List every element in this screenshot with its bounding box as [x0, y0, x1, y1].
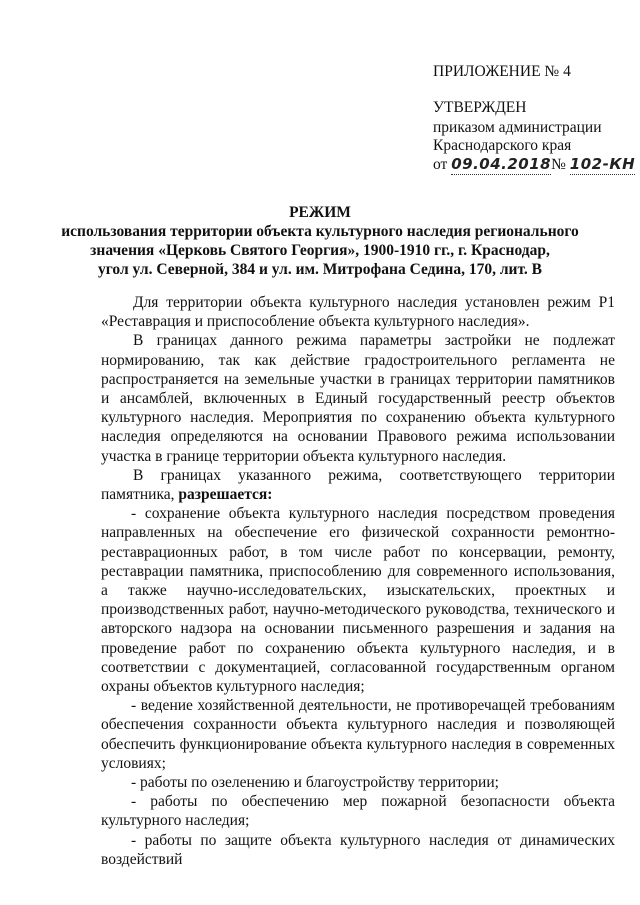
approved-label: УТВЕРЖДЕН	[433, 99, 527, 116]
from-label: от	[433, 156, 448, 173]
permitted-label: разрешается:	[178, 486, 273, 504]
document-heading: РЕЖИМ	[289, 204, 351, 221]
paragraph-permitted	[101, 466, 615, 504]
permitted-intro: В границах указанного режима, соответствующего территории памятника,	[101, 466, 615, 504]
paragraph-regime: Для территории объекта культурного наследия установлен режим Р1 «Реставрация и приспособление объекта культурного наследия».	[101, 294, 615, 331]
list-item: - сохранение объекта культурного наследия посредством проведения направленных на обеспечение его физической сохранности ремонтно-реставрационных работ, в том числе работ по консервации, ремонту, реставрации памятника, приспособлению для современного использования, а также научно-исследовательских, изыскательских, проектных и производственных работ, научно-методического руководства, технического и авторского надзора на основании письменного разрешения и задания на проведение работ по сохранению объекта культурного наследия, и в соответствии с документацией, согласованной государственным органом охраны объектов культурного наследия;	[101, 505, 615, 696]
paragraph-building-params: В границах данного режима параметры застройки не подлежат нормированию, так как действие градостроительного регламента не распространяется на земельные участки в границах территории памятников и ансамблей, включенных в Единый государственный реестр объектов культурного наследия. Мероприятия по сохранению объекта культурного наследия определяются на основании Правового режима использовании участка в границе территории объекта культурного наследия.	[101, 332, 615, 465]
title-line-2: значения «Церковь Святого Георгия», 1900-1910 гг., г. Краснодар,	[90, 242, 550, 259]
number-label: №	[551, 156, 566, 173]
handwritten-date: 09.04.2018	[451, 155, 552, 173]
list-item: - работы по обеспечению мер пожарной безопасности объекта культурного наследия;	[101, 793, 615, 830]
appendix-label: ПРИЛОЖЕНИЕ № 4	[433, 63, 571, 80]
list-item: - работы по защите объекта культурного наследия от динамических воздействий	[101, 831, 615, 868]
list-item: - ведение хозяйственной деятельности, не противоречащей требованиям обеспечения сохранности объекта культурного наследия и позволяющей обеспечить функционирование объекта культурного наследия в современных условиях;	[101, 697, 615, 772]
title-line-3: угол ул. Северной, 384 и ул. им. Митрофана Седина, 170, лит. В	[98, 261, 542, 278]
list-item: - работы по озеленению и благоустройству территории;	[131, 774, 499, 792]
approval-order-line: приказом администрации	[433, 119, 602, 136]
title-line-1: использования территории объекта культурного наследия регионального	[61, 223, 579, 240]
document-body	[101, 293, 615, 869]
handwritten-number: 102-КН	[569, 155, 636, 173]
document-title	[0, 222, 640, 279]
approval-date-line	[433, 155, 635, 175]
approval-region-line: Краснодарского края	[433, 137, 572, 154]
